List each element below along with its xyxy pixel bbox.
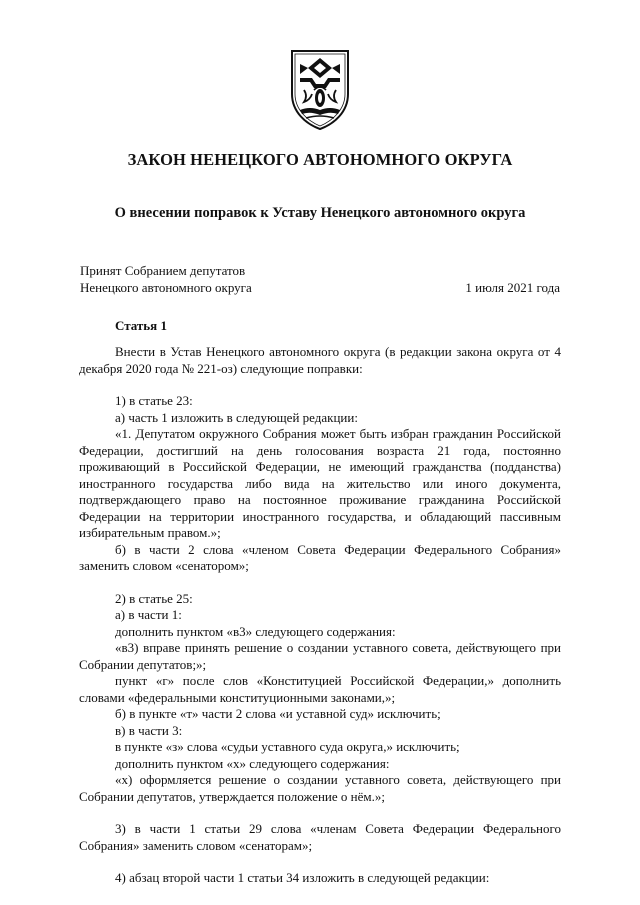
paragraph: «х) оформляется решение о создании уставного совета, действующего при Собрании депутатов, утверждается положение о нём.»; (79, 772, 561, 804)
adoption-block (80, 262, 252, 296)
paragraph: «в3) вправе принять решение о создании уставного совета, действующего при Собрании депутатов;»; (79, 640, 561, 672)
paragraph: 4) абзац второй части 1 статьи 34 изложить в следующей редакции: (115, 870, 490, 885)
paragraph: дополнить пунктом «в3» следующего содержания: (115, 623, 396, 639)
adoption-line-1: Принят Собранием депутатов (80, 263, 246, 278)
adoption-date: 1 июля 2021 года (465, 280, 560, 295)
law-subject: О внесении поправок к Уставу Ненецкого автономного округа (114, 205, 526, 221)
paragraph: а) часть 1 изложить в следующей редакции: (115, 409, 358, 425)
article-heading: Статья 1 (115, 318, 167, 333)
paragraph: Внести в Устав Ненецкого автономного округа (в редакции закона округа от 4 декабря 2020 года № 221-оз) следующие поправки: (79, 344, 561, 376)
paragraph: б) в пункте «т» части 2 слова «и уставной суд» исключить; (115, 706, 441, 721)
article-body (79, 344, 561, 887)
paragraph: 2) в статье 25: (115, 590, 193, 606)
paragraph: в) в части 3: (115, 722, 183, 738)
adoption-line-2: Ненецкого автономного округа (80, 280, 252, 295)
paragraph: 1) в статье 23: (115, 393, 193, 408)
paragraph: 3) в части 1 статьи 29 слова «членам Совета Федерации Федерального Собрания» заменить словом «сенаторам»; (79, 821, 561, 853)
law-title: ЗАКОН НЕНЕЦКОГО АВТОНОМНОГО ОКРУГА (127, 150, 513, 169)
paragraph: дополнить пунктом «х» следующего содержания: (115, 755, 390, 771)
paragraph: «1. Депутатом окружного Собрания может быть избран гражданин Российской Федерации, достигший на день голосования возраста 21 года, постоянно проживающий в Российской Федерации, не имеющий гражданства (подданства) иностранного государства либо вида на жительство или иного документа, подтверждающего право на постоянное проживание гражданина Российской Федерации на территории иностранного государства, и обладающий пассивным избирательным правом.»; (79, 426, 561, 540)
nenets-coat-of-arms-icon (286, 48, 354, 132)
paragraph: пункт «г» после слов «Конституцией Российской Федерации,» дополнить словами «федеральными конституционными законами,»; (79, 673, 561, 705)
paragraph: б) в части 2 слова «членом Совета Федерации Федерального Собрания» заменить словом «сенатором»; (79, 541, 561, 573)
paragraph: в пункте «з» слова «судьи уставного суда округа,» исключить; (115, 739, 460, 754)
paragraph: а) в части 1: (115, 607, 182, 622)
